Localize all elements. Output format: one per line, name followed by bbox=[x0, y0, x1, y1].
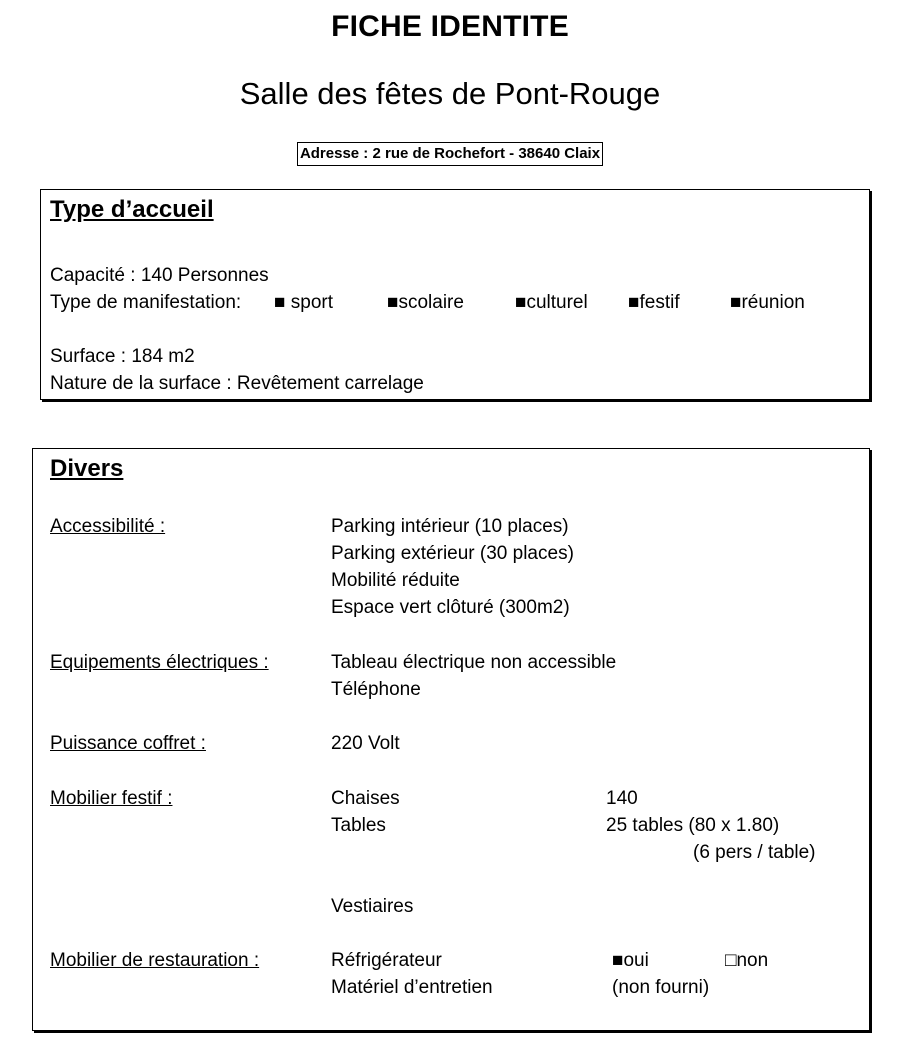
option-sport: ■ sport bbox=[274, 292, 333, 313]
equipements-item: Téléphone bbox=[331, 679, 421, 700]
entretien-label: Matériel d’entretien bbox=[331, 977, 493, 998]
restauration-label: Mobilier de restauration : bbox=[50, 950, 260, 971]
option-non: □non bbox=[725, 950, 769, 971]
puissance-value: 220 Volt bbox=[331, 733, 400, 754]
equipements-label: Equipements électriques : bbox=[50, 652, 269, 673]
tables-label: Tables bbox=[331, 815, 386, 836]
page-title: FICHE IDENTITE bbox=[331, 10, 569, 43]
surface-text: Surface : 184 m2 bbox=[50, 346, 195, 367]
refrigerateur-label: Réfrigérateur bbox=[331, 950, 442, 971]
address-box: Adresse : 2 rue de Rochefort - 38640 Claix bbox=[297, 142, 603, 166]
equipements-item: Tableau électrique non accessible bbox=[331, 652, 617, 673]
nature-surface-text: Nature de la surface : Revêtement carrelage bbox=[50, 373, 424, 394]
option-scolaire: ■scolaire bbox=[387, 292, 464, 313]
accessibilite-item: Parking extérieur (30 places) bbox=[331, 543, 574, 564]
chaises-label: Chaises bbox=[331, 788, 400, 809]
manifestation-label: Type de manifestation: bbox=[50, 292, 242, 313]
divers-heading: Divers bbox=[50, 455, 124, 482]
accueil-heading: Type d’accueil bbox=[50, 196, 214, 223]
option-culturel: ■culturel bbox=[515, 292, 588, 313]
accessibilite-item: Espace vert clôturé (300m2) bbox=[331, 597, 570, 618]
manifestation-row bbox=[50, 290, 860, 316]
option-reunion: ■réunion bbox=[730, 292, 805, 313]
entretien-value: (non fourni) bbox=[612, 977, 710, 998]
address-container bbox=[0, 142, 900, 166]
option-festif: ■festif bbox=[628, 292, 680, 313]
puissance-label: Puissance coffret : bbox=[50, 733, 206, 754]
accessibilite-item: Mobilité réduite bbox=[331, 570, 460, 591]
tables-value: 25 tables (80 x 1.80) bbox=[606, 815, 780, 836]
tables-note: (6 pers / table) bbox=[693, 842, 816, 863]
accessibilite-label: Accessibilité : bbox=[50, 516, 166, 537]
mobilier-festif-label: Mobilier festif : bbox=[50, 788, 173, 809]
option-oui: ■oui bbox=[612, 950, 649, 971]
accessibilite-item: Parking intérieur (10 places) bbox=[331, 516, 569, 537]
divers-section bbox=[32, 448, 870, 1031]
chaises-value: 140 bbox=[606, 788, 638, 809]
vestiaires-text: Vestiaires bbox=[331, 896, 414, 917]
page-subtitle: Salle des fêtes de Pont-Rouge bbox=[239, 76, 661, 111]
capacite-text: Capacité : 140 Personnes bbox=[50, 265, 269, 286]
accueil-section bbox=[40, 189, 870, 400]
